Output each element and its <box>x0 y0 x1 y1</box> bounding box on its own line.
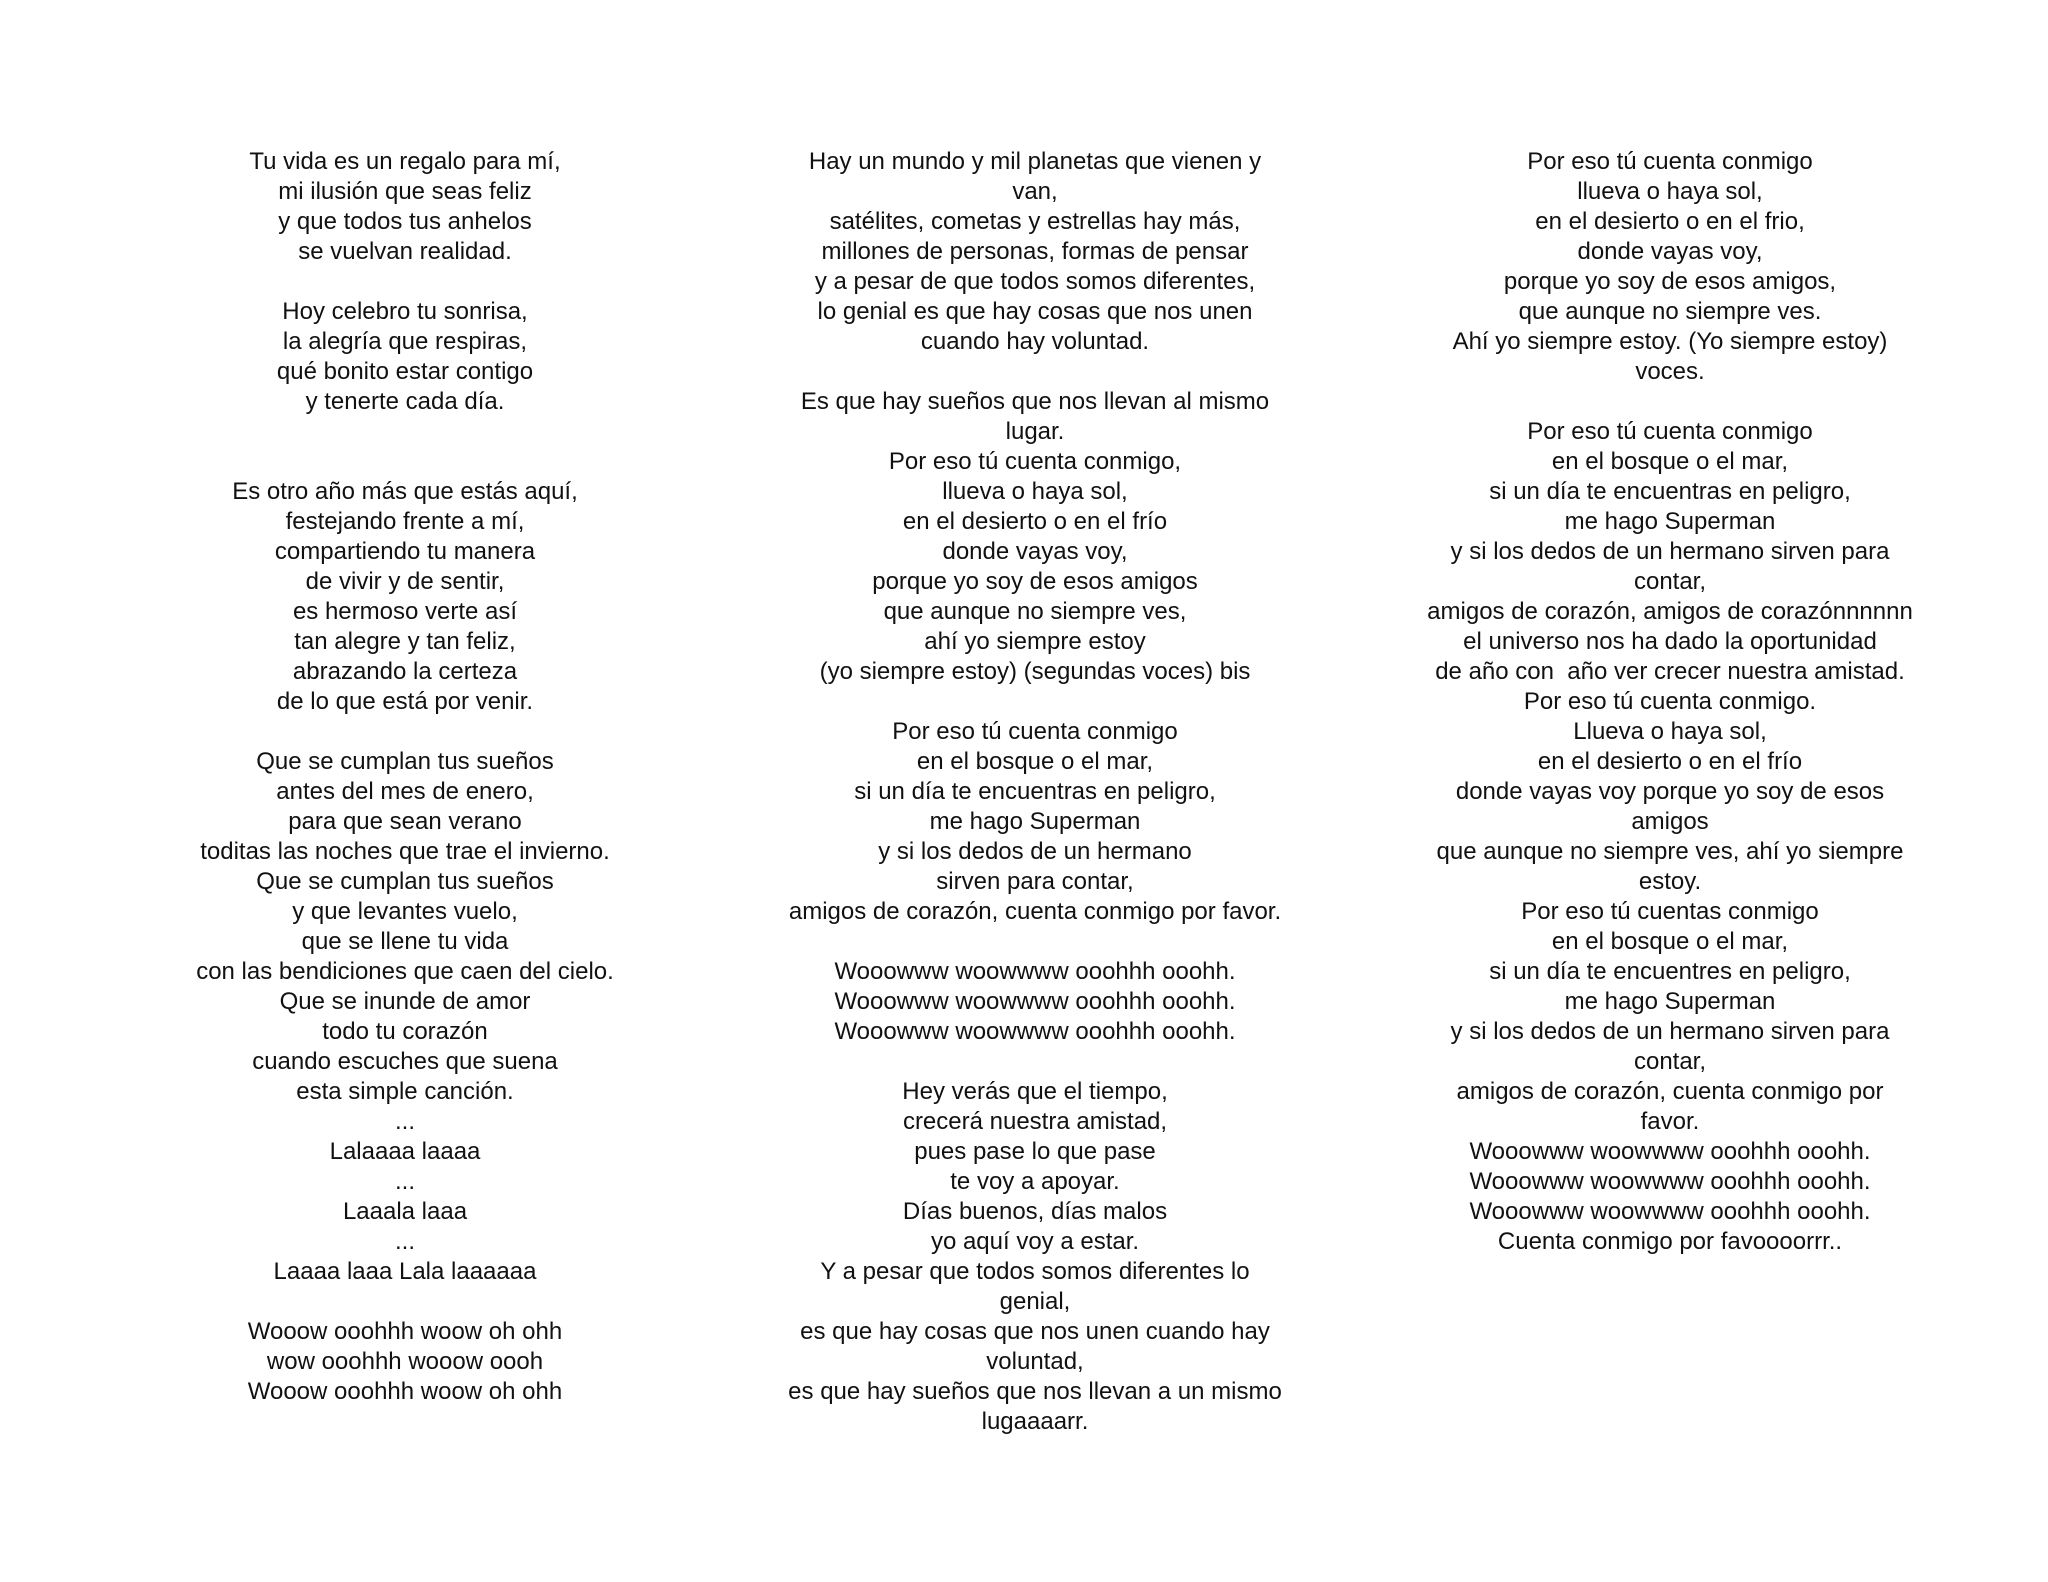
lyric-line: y a pesar de que todos somos diferentes, <box>814 268 1256 295</box>
lyric-line: tan alegre y tan feliz, <box>294 628 516 655</box>
stanza-break <box>150 717 660 747</box>
lyric-line: y tenerte cada día. <box>305 388 505 415</box>
lyric-line: amigos de corazón, cuenta conmigo por favor. <box>788 898 1282 925</box>
lyric-line: Wooowww woowwww ooohhh ooohh. <box>1469 1198 1871 1225</box>
lyric-line: Wooowww woowwww ooohhh ooohh. <box>1469 1168 1871 1195</box>
lyric-line: si un día te encuentras en peligro, <box>854 778 1216 805</box>
lyric-line: voluntad, <box>986 1348 1084 1375</box>
lyric-line: y si los dedos de un hermano sirven para <box>1450 1018 1890 1045</box>
lyric-line: Que se inunde de amor <box>279 988 531 1015</box>
lyric-line: donde vayas voy porque yo soy de esos <box>1455 778 1885 805</box>
lyric-line: Hoy celebro tu sonrisa, <box>282 298 528 325</box>
lyric-line: para que sean verano <box>288 808 522 835</box>
lyric-line: llueva o haya sol, <box>1577 178 1763 205</box>
lyric-line: wow ooohhh wooow oooh <box>266 1348 544 1375</box>
lyric-line: que aunque no siempre ves. <box>1518 298 1822 325</box>
lyric-line: la alegría que respiras, <box>282 328 528 355</box>
lyric-line: y si los dedos de un hermano <box>878 838 1192 865</box>
lyric-line: llueva o haya sol, <box>942 478 1128 505</box>
lyric-line: Por eso tú cuenta conmigo <box>1527 418 1813 445</box>
lyric-line: Ahí yo siempre estoy. (Yo siempre estoy) <box>1452 328 1888 355</box>
stanza-break <box>725 927 1345 957</box>
lyric-line: Llueva o haya sol, <box>1573 718 1767 745</box>
lyric-line: donde vayas voy, <box>942 538 1128 565</box>
stanza-break <box>150 1287 660 1317</box>
stanza-break <box>150 267 660 297</box>
lyric-line: y que levantes vuelo, <box>292 898 518 925</box>
lyric-line: todo tu corazón <box>322 1018 488 1045</box>
lyric-line: mi ilusión que seas feliz <box>278 178 532 205</box>
lyric-line: Tu vida es un regalo para mí, <box>249 148 561 175</box>
lyric-line: Hay un mundo y mil planetas que vienen y <box>808 148 1262 175</box>
lyric-line: me hago Superman <box>929 808 1141 835</box>
lyric-line: Laaaa laaa Lala laaaaaa <box>273 1258 537 1285</box>
lyric-line: crecerá nuestra amistad, <box>902 1108 1168 1135</box>
lyric-line: te voy a apoyar. <box>950 1168 1120 1195</box>
lyric-line: Wooowww woowwww ooohhh ooohh. <box>834 988 1236 1015</box>
lyric-line: me hago Superman <box>1564 988 1776 1015</box>
lyric-line: el universo nos ha dado la oportunidad <box>1463 628 1877 655</box>
lyric-line: genial, <box>999 1288 1071 1315</box>
lyric-line: de año con año ver crecer nuestra amistad. <box>1435 658 1905 685</box>
lyric-line: Por eso tú cuenta conmigo, <box>888 448 1182 475</box>
stanza-break <box>150 447 660 477</box>
lyrics-column-3 <box>1370 147 1970 1257</box>
lyric-line: que aunque no siempre ves, <box>883 598 1187 625</box>
lyric-line: porque yo soy de esos amigos, <box>1503 268 1837 295</box>
lyric-line: Por eso tú cuentas conmigo <box>1521 898 1819 925</box>
lyric-line: de vivir y de sentir, <box>305 568 505 595</box>
lyric-line: en el bosque o el mar, <box>1551 448 1789 475</box>
lyric-line: lo genial es que hay cosas que nos unen <box>817 298 1253 325</box>
lyric-line: esta simple canción. <box>296 1078 514 1105</box>
lyric-line: que aunque no siempre ves, ahí yo siempre <box>1436 838 1904 865</box>
stanza-break <box>1370 387 1970 417</box>
lyric-line: ahí yo siempre estoy <box>924 628 1146 655</box>
lyric-line: Es otro año más que estás aquí, <box>232 478 578 505</box>
lyric-line: es que hay sueños que nos llevan a un mismo <box>788 1378 1282 1405</box>
lyric-line: se vuelvan realidad. <box>298 238 512 265</box>
lyric-line: amigos de corazón, amigos de corazónnnnnn <box>1427 598 1913 625</box>
lyric-line: me hago Superman <box>1564 508 1776 535</box>
lyric-line: si un día te encuentres en peligro, <box>1489 958 1851 985</box>
lyric-line: es que hay cosas que nos unen cuando hay <box>800 1318 1270 1345</box>
lyric-line: y que todos tus anhelos <box>278 208 532 235</box>
lyric-line: en el bosque o el mar, <box>1551 928 1789 955</box>
lyric-line: en el desierto o en el frío <box>1537 748 1803 775</box>
lyric-line: ... <box>394 1108 415 1135</box>
lyric-line: (yo siempre estoy) (segundas voces) bis <box>819 658 1251 685</box>
stanza-break <box>725 687 1345 717</box>
lyric-line: festejando frente a mí, <box>285 508 525 535</box>
lyric-line: Por eso tú cuenta conmigo <box>892 718 1178 745</box>
lyric-line: y si los dedos de un hermano sirven para <box>1450 538 1890 565</box>
lyric-line: cuando hay voluntad. <box>920 328 1150 355</box>
stanza-break <box>150 417 660 447</box>
lyric-line: en el desierto o en el frio, <box>1535 208 1805 235</box>
lyric-line: van, <box>1012 178 1058 205</box>
stanza-break <box>725 1047 1345 1077</box>
lyric-line: Lalaaaa laaaa <box>329 1138 481 1165</box>
lyric-line: yo aquí voy a estar. <box>930 1228 1140 1255</box>
lyric-line: pues pase lo que pase <box>914 1138 1156 1165</box>
lyric-line: Laaala laaa <box>342 1198 468 1225</box>
lyric-line: contar, <box>1633 1048 1707 1075</box>
lyric-line: favor. <box>1640 1108 1700 1135</box>
lyric-line: qué bonito estar contigo <box>276 358 534 385</box>
lyric-line: ... <box>394 1168 415 1195</box>
lyric-line: Es que hay sueños que nos llevan al mismo <box>800 388 1270 415</box>
lyric-line: Por eso tú cuenta conmigo <box>1527 148 1813 175</box>
lyric-line: lugaaaarr. <box>981 1408 1089 1435</box>
lyric-line: lugar. <box>1005 418 1065 445</box>
lyric-line: ... <box>394 1228 415 1255</box>
lyric-line: Wooowww woowwww ooohhh ooohh. <box>1469 1138 1871 1165</box>
lyric-line: Que se cumplan tus sueños <box>256 748 554 775</box>
lyric-line: con las bendiciones que caen del cielo. <box>196 958 614 985</box>
lyric-line: en el desierto o en el frío <box>902 508 1168 535</box>
lyric-line: Por eso tú cuenta conmigo. <box>1523 688 1817 715</box>
lyric-line: abrazando la certeza <box>292 658 518 685</box>
lyric-line: Wooowww woowwww ooohhh ooohh. <box>834 1018 1236 1045</box>
lyric-line: en el bosque o el mar, <box>916 748 1154 775</box>
lyric-line: Días buenos, días malos <box>902 1198 1168 1225</box>
lyric-line: estoy. <box>1638 868 1702 895</box>
lyric-line: sirven para contar, <box>936 868 1134 895</box>
lyric-line: Wooow ooohhh woow oh ohh <box>247 1318 563 1345</box>
lyric-line: antes del mes de enero, <box>276 778 534 805</box>
lyrics-column-2 <box>725 147 1345 1437</box>
lyric-line: toditas las noches que trae el invierno. <box>200 838 610 865</box>
lyric-line: compartiendo tu manera <box>274 538 536 565</box>
lyric-line: cuando escuches que suena <box>252 1048 558 1075</box>
lyric-line: Cuenta conmigo por favoooorrr.. <box>1497 1228 1843 1255</box>
lyric-line: amigos <box>1631 808 1709 835</box>
lyric-line: Que se cumplan tus sueños <box>256 868 554 895</box>
lyric-line: porque yo soy de esos amigos <box>872 568 1198 595</box>
lyric-line: donde vayas voy, <box>1577 238 1763 265</box>
stanza-break <box>725 357 1345 387</box>
lyric-line: que se llene tu vida <box>301 928 509 955</box>
lyric-line: amigos de corazón, cuenta conmigo por <box>1456 1078 1884 1105</box>
lyric-line: Wooow ooohhh woow oh ohh <box>247 1378 563 1405</box>
lyric-line: millones de personas, formas de pensar <box>821 238 1249 265</box>
lyric-line: Hey verás que el tiempo, <box>902 1078 1168 1105</box>
lyric-line: de lo que está por venir. <box>276 688 534 715</box>
lyric-line: Wooowww woowwww ooohhh ooohh. <box>834 958 1236 985</box>
lyrics-column-1 <box>150 147 660 1407</box>
lyric-line: si un día te encuentras en peligro, <box>1489 478 1851 505</box>
lyric-line: Y a pesar que todos somos diferentes lo <box>820 1258 1250 1285</box>
lyric-line: contar, <box>1633 568 1707 595</box>
lyric-line: voces. <box>1635 358 1705 385</box>
lyric-line: satélites, cometas y estrellas hay más, <box>829 208 1241 235</box>
lyric-line: es hermoso verte así <box>292 598 518 625</box>
